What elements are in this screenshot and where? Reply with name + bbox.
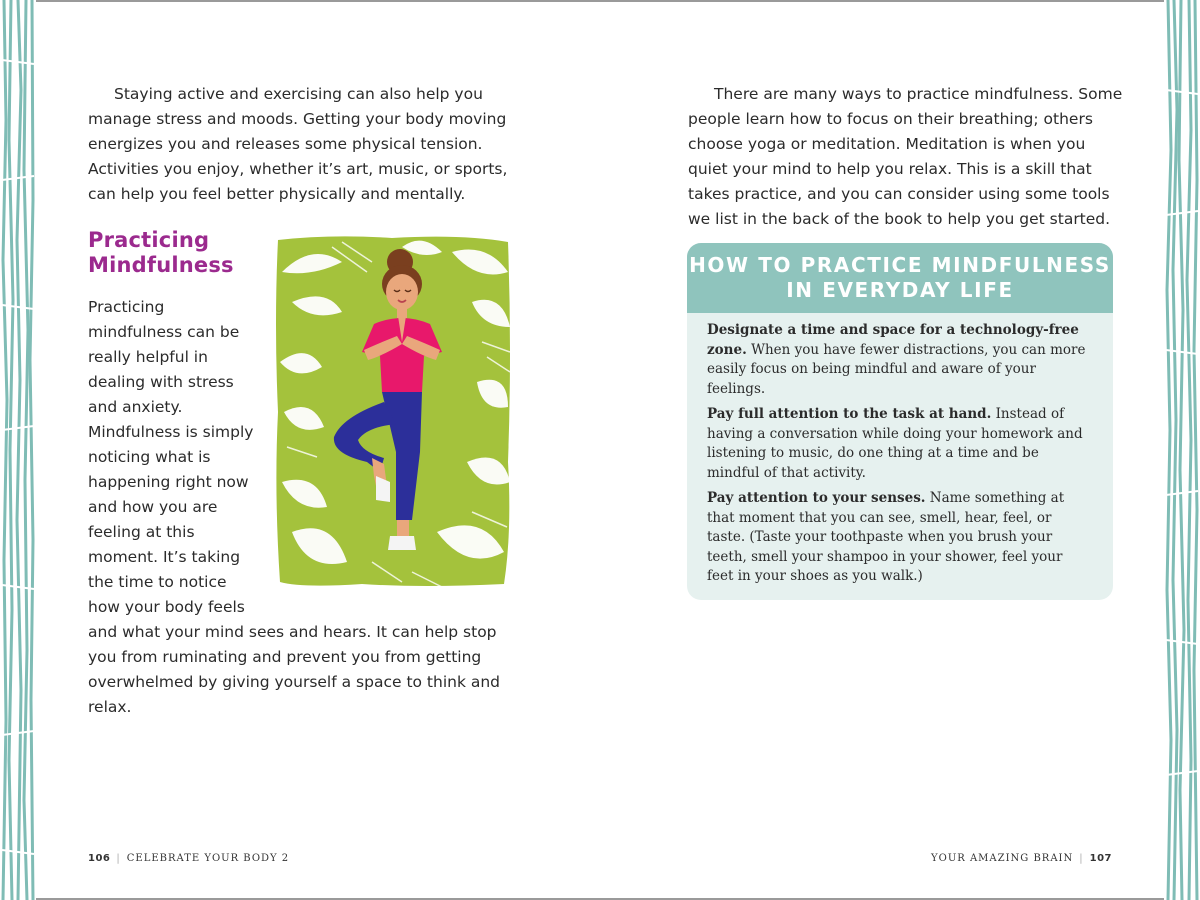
tip-text: When you have fewer distractions, you can more easily focus on being mindful and aware of your feelings. (707, 341, 1086, 397)
right-intro-paragraph: There are many ways to practice mindfulness. Some people learn how to focus on their breathing; others choose yoga or meditation. Meditation is when you quiet your mind to help you relax. This is a skill that takes practice, and you can consider using some tools we list in the back of the book to help you get started. (688, 85, 1123, 228)
mindfulness-paragraph-part1: Practicing mindfulness can be really helpful in dealing with stress and anxiety. Mindfulness is simply noticing what is happening right now and how you are feeling at this moment. It’s taking the time to notice how your body feels (88, 298, 254, 616)
tip-box-title-line2: IN EVERYDAY LIFE (786, 278, 1014, 302)
tip-lead: Pay attention to your senses. (707, 490, 926, 506)
left-intro-paragraph: Staying active and exercising can also help you manage stress and moods. Getting your body moving energizes you and releases some physical tension. Activities you enjoy, whether it’s art, music, or sports, can help you feel better physically and mentally. (88, 85, 508, 203)
right-page-edge (1164, 0, 1200, 900)
tip-lead: Designate a time and space for a technology-free zone. (707, 322, 1079, 358)
tip-text: Instead of having a conversation while doing your homework and listening to music, do one thing at a time and be mindful of that activity. (707, 406, 1083, 481)
mindfulness-tip-box (687, 243, 1113, 600)
right-page-footer (931, 853, 1112, 864)
tip-item (707, 405, 1093, 483)
tip-list (687, 313, 1113, 587)
tip-box-title-line1: HOW TO PRACTICE MINDFULNESS (689, 253, 1111, 277)
footer-separator: | (116, 853, 121, 864)
yoga-tree-pose-illustration (272, 232, 514, 590)
mindfulness-paragraph-part2: and what your mind sees and hears. It can help stop you from ruminating and prevent you from getting overwhelmed by giving yourself a space to think and relax. (88, 623, 501, 716)
tip-item (707, 489, 1093, 587)
left-running-header: CELEBRATE YOUR BODY 2 (126, 853, 290, 864)
tip-box-title (687, 243, 1113, 313)
footer-separator: | (1079, 853, 1084, 864)
right-running-header: YOUR AMAZING BRAIN (931, 853, 1074, 864)
left-page-number: 106 (88, 853, 111, 864)
tip-item (707, 321, 1093, 399)
left-page-footer (88, 853, 289, 864)
left-page-edge (0, 0, 36, 900)
right-page-number: 107 (1089, 853, 1112, 864)
tip-lead: Pay full attention to the task at hand. (707, 406, 992, 422)
section-heading: Practicing Mindfulness (88, 228, 234, 277)
tip-text: Name something at that moment that you can see, smell, hear, feel, or taste. (Taste your toothpaste when you brush your teeth, smell your shampoo in your shower, feel your feet in your shoes as you walk.) (707, 490, 1065, 584)
